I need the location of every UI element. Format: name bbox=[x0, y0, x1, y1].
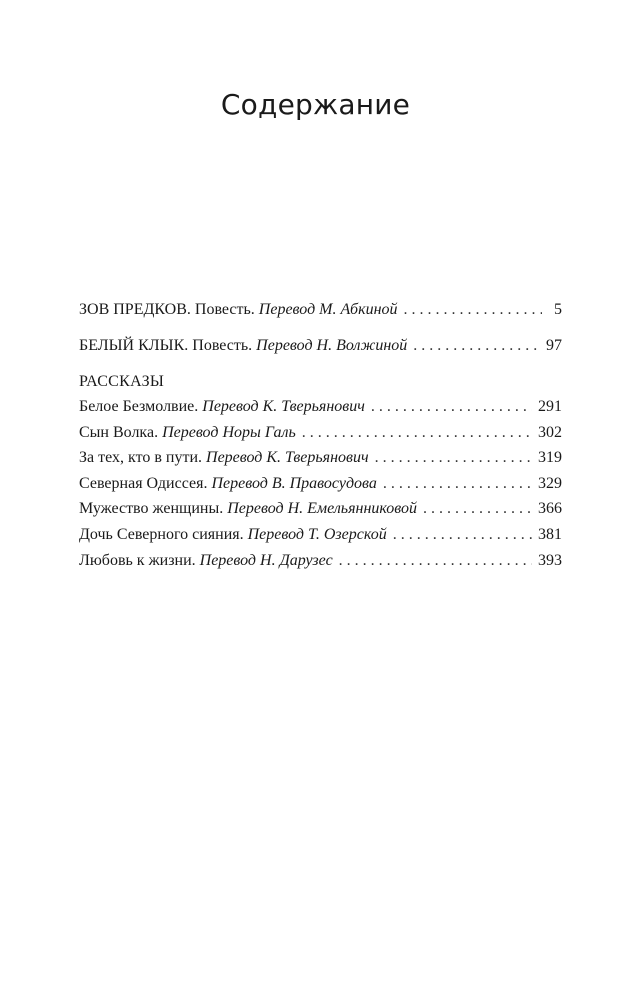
toc-entry-story bbox=[79, 548, 562, 574]
toc-entry-translator: Перевод Т. Озерской bbox=[247, 525, 387, 543]
toc-entry-translator: Перевод Н. Емельянниковой bbox=[227, 500, 417, 518]
toc-entry-text bbox=[79, 336, 407, 356]
toc-entry-story bbox=[79, 471, 562, 497]
toc-entry-story bbox=[79, 522, 562, 548]
toc-entry-text bbox=[79, 420, 296, 446]
toc-page-number: 302 bbox=[538, 423, 562, 441]
toc-entry-title: БЕЛЫЙ КЛЫК. Повесть. bbox=[79, 337, 253, 354]
dot-leader bbox=[302, 420, 532, 446]
toc-entry-title: Белое Безмолвие. bbox=[79, 398, 199, 415]
toc-entry-title: Дочь Северного сияния. bbox=[79, 525, 244, 543]
toc-entry-text bbox=[79, 445, 369, 471]
dot-leader bbox=[383, 471, 532, 497]
section-heading-stories: РАССКАЗЫ bbox=[79, 373, 165, 390]
dot-leader bbox=[413, 336, 540, 356]
toc-entry-story bbox=[79, 420, 562, 446]
toc-page-number: 5 bbox=[554, 301, 562, 318]
toc-entry-text bbox=[79, 548, 333, 574]
toc-entry-translator: Перевод Н. Дарузес bbox=[199, 551, 333, 569]
toc-entry-story bbox=[79, 445, 562, 471]
toc-entry-translator: Перевод В. Правосудова bbox=[211, 474, 377, 492]
toc-entry-translator: Перевод М. Абкиной bbox=[258, 301, 398, 318]
toc-page-number: 393 bbox=[538, 551, 562, 569]
toc-entry-title: Северная Одиссея. bbox=[79, 474, 208, 492]
dot-leader bbox=[393, 522, 532, 548]
toc-entry-title: За тех, кто в пути. bbox=[79, 449, 203, 467]
dot-leader bbox=[339, 548, 532, 574]
toc-entry-translator: Перевод К. Тверьянович bbox=[206, 449, 369, 467]
dot-leader bbox=[375, 445, 532, 471]
table-of-contents bbox=[79, 300, 562, 573]
page-title: Содержание bbox=[220, 88, 411, 121]
dot-leader bbox=[404, 300, 543, 320]
toc-entry-title: Сын Волка. bbox=[79, 423, 159, 441]
toc-page-number: 329 bbox=[538, 474, 562, 492]
toc-entry-text bbox=[79, 394, 365, 420]
toc-entry-text bbox=[79, 300, 398, 320]
toc-entry-title: ЗОВ ПРЕДКОВ. Повесть. bbox=[79, 301, 255, 318]
dot-leader bbox=[423, 496, 532, 522]
toc-entry-white-fang bbox=[79, 336, 562, 356]
toc-entry-translator: Перевод К. Тверьянович bbox=[202, 398, 365, 415]
toc-entry-text bbox=[79, 522, 387, 548]
toc-entry-story bbox=[79, 394, 562, 420]
toc-entry-story bbox=[79, 496, 562, 522]
toc-page-number: 381 bbox=[538, 525, 562, 543]
toc-entry-call-of-the-wild bbox=[79, 300, 562, 320]
toc-entry-translator: Перевод Норы Галь bbox=[162, 423, 296, 441]
toc-page-number: 366 bbox=[538, 500, 562, 518]
toc-entry-translator: Перевод Н. Волжиной bbox=[256, 337, 408, 354]
toc-page-number: 319 bbox=[538, 449, 562, 467]
toc-page-number: 291 bbox=[538, 398, 562, 415]
dot-leader bbox=[371, 394, 532, 420]
toc-entry-title: Мужество женщины. bbox=[79, 500, 224, 518]
toc-entry-title: Любовь к жизни. bbox=[79, 551, 196, 569]
toc-entry-text bbox=[79, 471, 377, 497]
toc-page-number: 97 bbox=[546, 337, 562, 354]
toc-entry-text bbox=[79, 496, 417, 522]
